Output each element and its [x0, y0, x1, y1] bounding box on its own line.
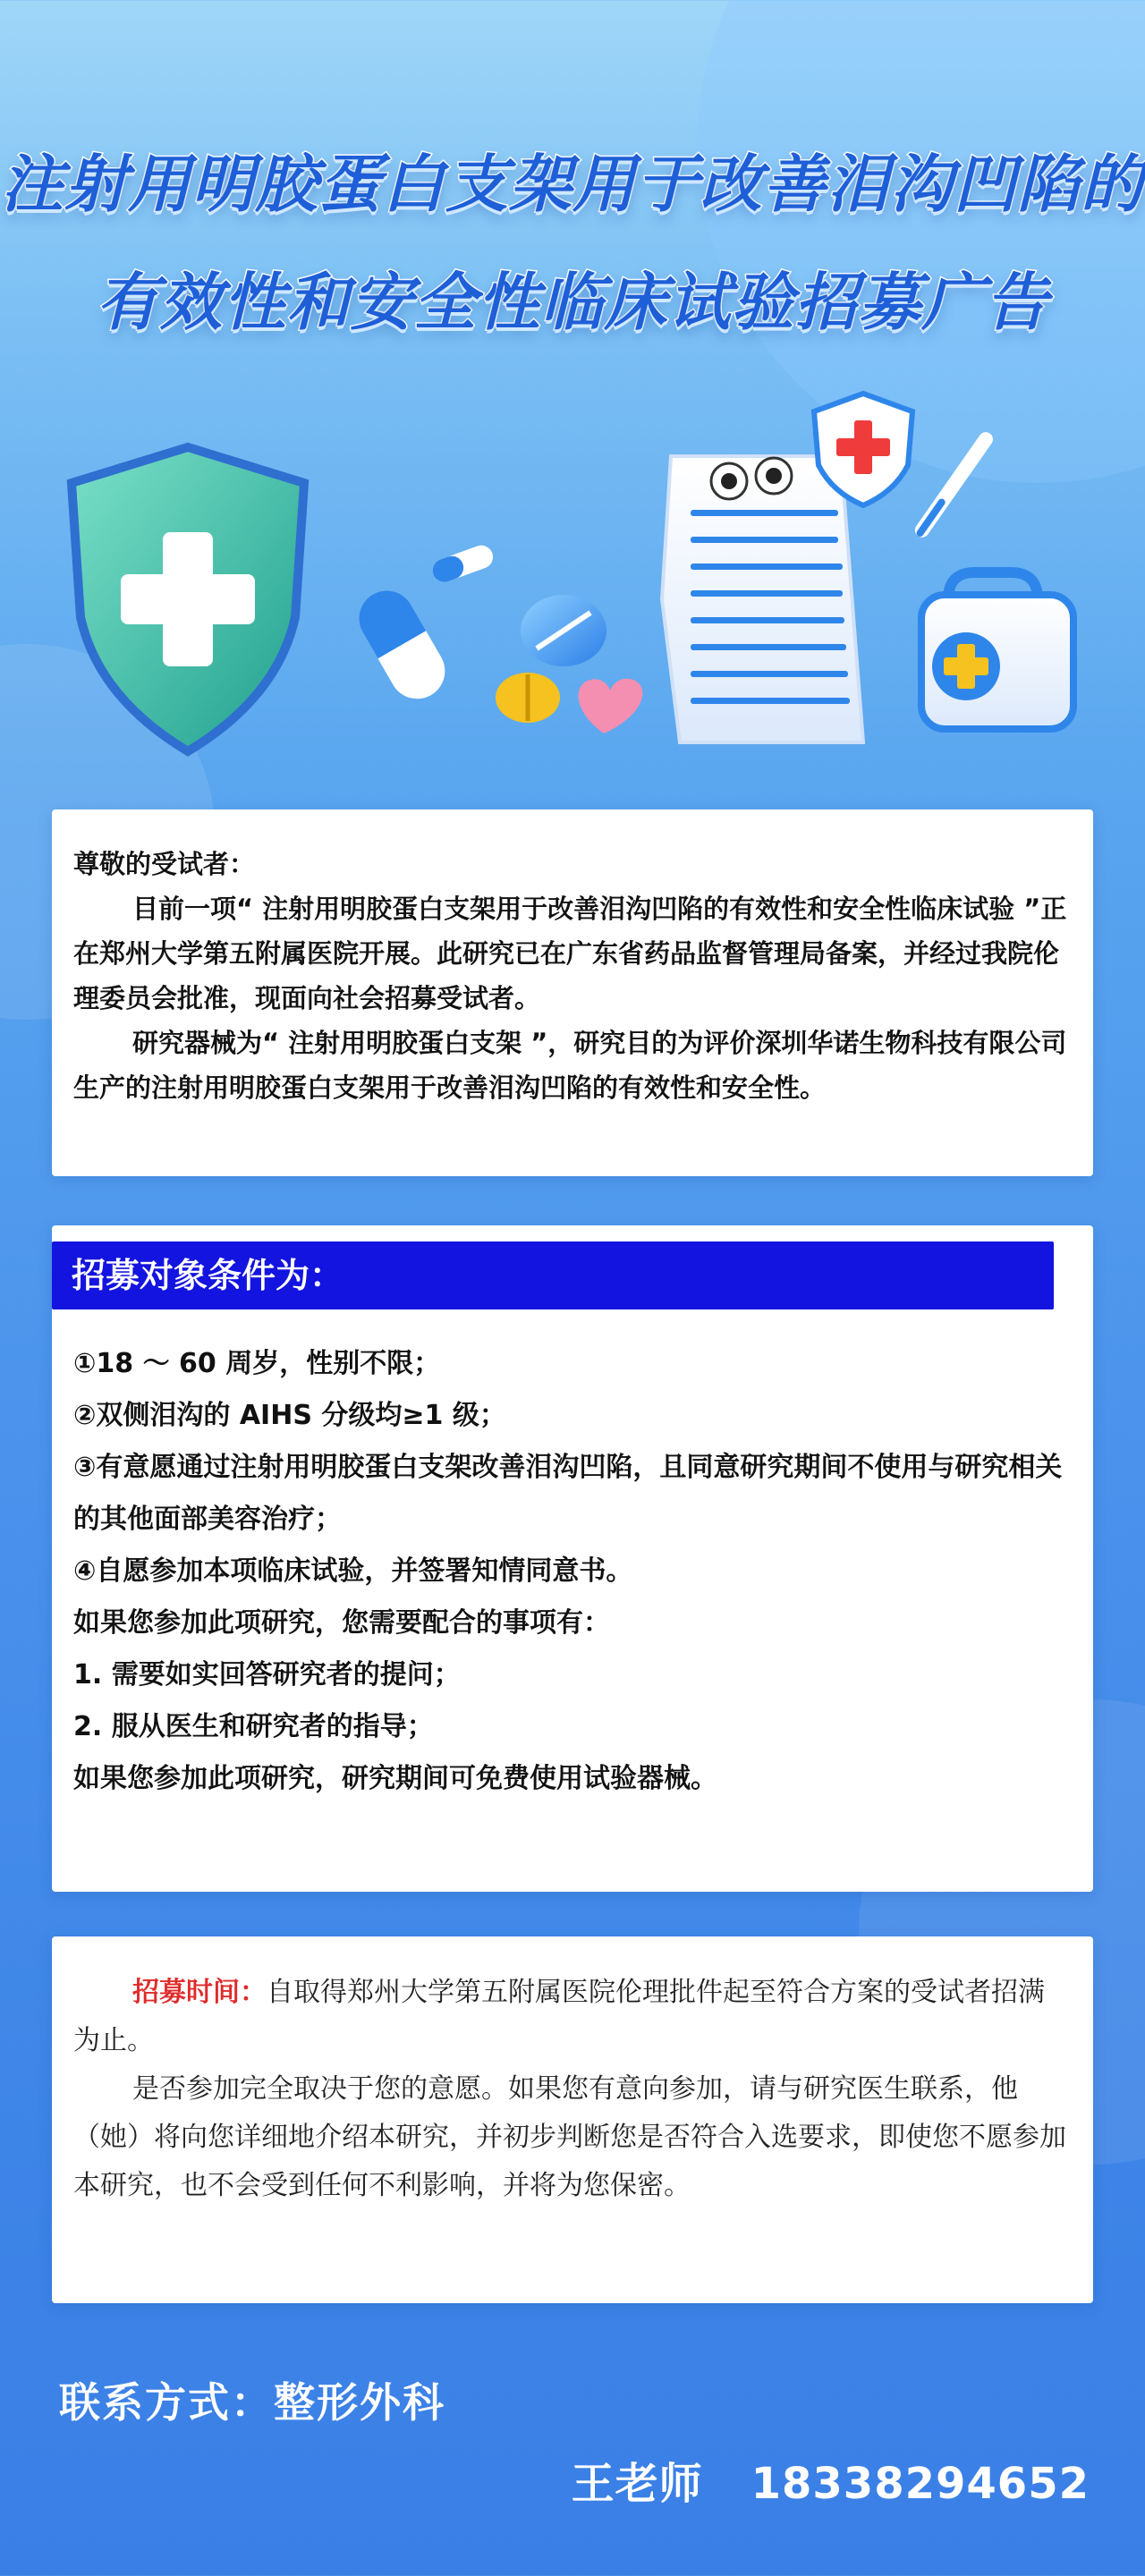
- pill-capsule-icon: [429, 542, 496, 585]
- contact-line: [572, 2449, 1090, 2511]
- contact-label: 联系方式：整形外科: [59, 2378, 445, 2427]
- shield-plus-icon: [72, 447, 304, 751]
- intro-card: [52, 809, 1093, 1176]
- list-item: ①18 ～ 60 周岁，性别不限；: [73, 1348, 441, 1379]
- page-title-line-1: 注射用明胶蛋白支架用于改善泪沟凹陷的: [1, 148, 1144, 221]
- list-item: 2. 服从医生和研究者的指导；: [73, 1711, 434, 1742]
- criteria-heading: 招募对象条件为：: [52, 1241, 1054, 1309]
- clipboard-document-icon: [662, 456, 863, 742]
- list-item: ④自愿参加本项临床试验，并签署知情同意书。: [73, 1555, 633, 1587]
- heart-icon: [578, 679, 642, 733]
- contact-name: 王老师: [571, 2459, 703, 2509]
- list-item: ②双侧泪沟的 AIHS 分级均≥1 级；: [73, 1400, 506, 1431]
- greeting: 尊敬的受试者：: [73, 849, 256, 879]
- thermometer-icon: [912, 429, 996, 540]
- contact-phone[interactable]: 18338294652: [751, 2459, 1090, 2509]
- list-item: 1. 需要如实回答研究者的提问；: [73, 1659, 461, 1690]
- hero-illustration: [54, 376, 1091, 787]
- recruit-note: 是否参加完全取决于您的意愿。如果您有意向参加，请与研究医生联系，他（她）将向您详细地介绍本研究，并初步判断您是否符合入选要求，即使您不愿参加本研究，也不会受到任何不利影响，并将为您保密。: [73, 2073, 1066, 2201]
- recruit-time-label: 招募时间：: [132, 1977, 267, 2008]
- recruit-card: [52, 1936, 1093, 2303]
- criteria-card: [52, 1225, 1093, 1892]
- list-item: 如果您参加此项研究，研究期间可免费使用试验器械。: [73, 1763, 717, 1794]
- page-title-line-2: 有效性和安全性临床试验招募广告: [96, 266, 1049, 339]
- intro-paragraph: 目前一项“ 注射用明胶蛋白支架用于改善泪沟凹陷的有效性和安全性临床试验 ”正在郑州大学第五附属医院开展。此研究已在广东省药品监督管理局备案，并经过我院伦理委员会批准，现面向社会招募受试者。: [73, 894, 1067, 1013]
- first-aid-kit-icon: [921, 572, 1073, 729]
- intro-paragraph: 研究器械为“ 注射用明胶蛋白支架 ”，研究目的为评价深圳华诺生物科技有限公司生产的注射用明胶蛋白支架用于改善泪沟凹陷的有效性和安全性。: [73, 1028, 1067, 1103]
- list-item: 如果您参加此项研究，您需要配合的事项有：: [73, 1607, 610, 1639]
- recruit-time-text: 自取得郑州大学第五附属医院伦理批件起至符合方案的受试者招满为止。: [73, 1977, 1045, 2056]
- list-item: ③有意愿通过注射用明胶蛋白支架改善泪沟凹陷，且同意研究期间不使用与研究相关的其他面部美容治疗；: [73, 1452, 1063, 1535]
- recruit-time: [73, 1969, 1068, 2065]
- pill-capsule-icon: [349, 580, 455, 709]
- criteria-list: [73, 1338, 1066, 1805]
